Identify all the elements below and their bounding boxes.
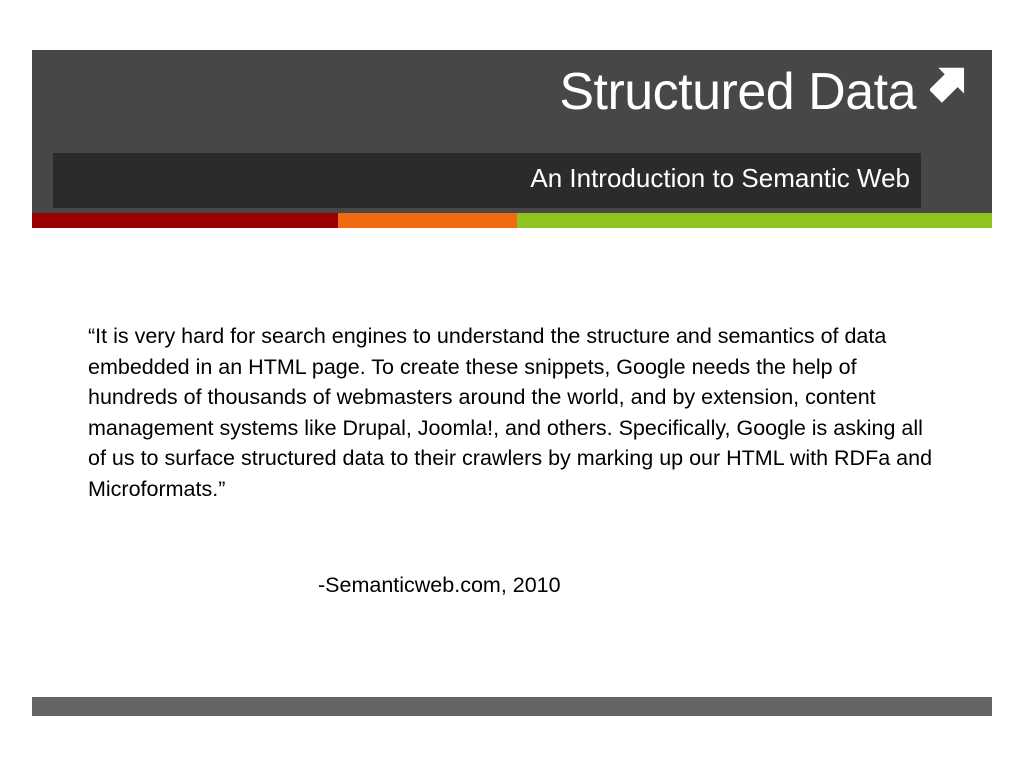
quote-attribution: -Semanticweb.com, 2010 [318, 573, 561, 597]
arrow-up-right-icon [930, 66, 970, 106]
stripe-green-segment [517, 213, 992, 228]
footer-bar [32, 697, 992, 716]
header-band [32, 50, 992, 213]
slide-title: Structured Data [559, 63, 916, 121]
quote-text: “It is very hard for search engines to understand the structure and semantics of data embedded in an HTML page. To create these snippets, Google needs the help of hundreds of thousands of webmasters around the world, and by extension, content management systems like Drupal, Joomla!, and others. Specifically, Google is asking all of us to surface structured data to their crawlers by marking up our HTML with RDFa and Microformats.” [88, 324, 933, 501]
title-row [559, 60, 970, 124]
stripe-orange-segment [338, 213, 517, 228]
slide-subtitle: An Introduction to Semantic Web [530, 163, 910, 193]
subtitle-box [53, 153, 921, 208]
color-stripe [32, 213, 992, 228]
stripe-red-segment [32, 213, 338, 228]
